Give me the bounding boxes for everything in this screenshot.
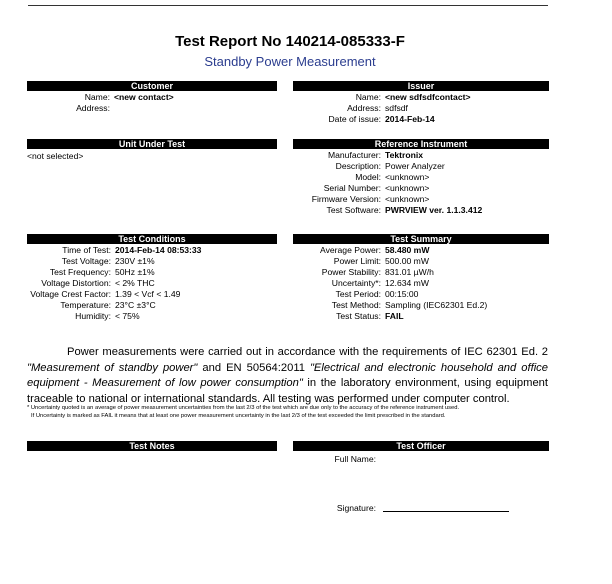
uncertainty-footnote	[27, 404, 552, 420]
reference-instrument-section	[293, 150, 549, 216]
field-row	[293, 103, 549, 114]
field-row	[293, 172, 549, 183]
field-row	[293, 300, 549, 311]
report-subtitle: Standby Power Measurement	[204, 54, 376, 69]
footnote-line1: * Uncertainty quoted is an average of power measurement uncertainties from the last 2/3 of the test which are due only to the accuracy of the reference instrument used.	[27, 405, 460, 411]
field-value: <unknown>	[385, 172, 430, 182]
field-value: < 75%	[115, 311, 140, 321]
field-value: 2014-Feb-14	[385, 114, 435, 124]
field-label: Uncertainty*:	[331, 278, 381, 288]
test-notes-header: Test Notes	[27, 441, 277, 451]
field-value: Tektronix	[385, 150, 424, 160]
field-label: Manufacturer:	[327, 150, 381, 160]
compliance-statement	[27, 345, 548, 407]
field-label: Firmware Version:	[311, 194, 381, 204]
field-row	[293, 183, 549, 194]
field-label: Voltage Crest Factor:	[30, 289, 111, 299]
test-summary-header: Test Summary	[293, 234, 549, 244]
test-conditions-section	[27, 245, 277, 322]
signature-line	[383, 511, 509, 512]
field-value: FAIL	[385, 311, 404, 321]
field-row	[293, 245, 549, 256]
field-value: < 2% THC	[115, 278, 155, 288]
field-row	[27, 289, 277, 300]
full-name-label: Full Name:	[334, 454, 376, 464]
field-row	[293, 114, 549, 125]
field-label: Humidity:	[75, 311, 111, 321]
field-row	[293, 267, 549, 278]
reference-instrument-header: Reference Instrument	[293, 139, 549, 149]
field-label: Test Voltage:	[61, 256, 111, 266]
field-label: Temperature:	[60, 300, 111, 310]
report-title: Test Report No 140214-085333-F	[175, 33, 405, 50]
field-label: Test Status:	[336, 311, 381, 321]
footnote-line2: If Uncertainty is marked as FAIL it means that at least one power measurement uncertainty in the last 2/3 of the test exceeded the limit prescribed in the standard.	[31, 413, 446, 419]
customer-header: Customer	[27, 81, 277, 91]
field-value: 58.480 mW	[385, 245, 430, 255]
field-value: <unknown>	[385, 194, 430, 204]
field-label: Address:	[76, 103, 110, 113]
field-row	[293, 205, 549, 216]
field-row	[293, 161, 549, 172]
field-value: sdfsdf	[385, 103, 408, 113]
field-value: <new sdfsdfcontact>	[385, 92, 471, 102]
field-row	[293, 311, 549, 322]
field-value: 831.01 µW/h	[385, 267, 434, 277]
field-value: 23°C ±3°C	[115, 300, 156, 310]
statement-part1: Power measurements were carried out in accordance with the requirements of IEC 62301 Ed. 2	[67, 346, 548, 358]
top-rule	[28, 5, 548, 6]
field-label: Test Method:	[331, 300, 381, 310]
field-row	[27, 92, 277, 103]
field-row	[27, 103, 277, 114]
field-row	[293, 194, 549, 205]
field-row	[27, 278, 277, 289]
field-row	[293, 278, 549, 289]
issuer-section	[293, 92, 549, 125]
field-label: Description:	[335, 161, 381, 171]
test-officer-header: Test Officer	[293, 441, 549, 451]
test-conditions-header: Test Conditions	[27, 234, 277, 244]
field-value: <new contact>	[114, 92, 174, 102]
customer-section	[27, 92, 277, 114]
field-label: Serial Number:	[323, 183, 381, 193]
field-row	[293, 92, 549, 103]
signature-label: Signature:	[336, 503, 376, 513]
field-label: Time of Test:	[62, 245, 111, 255]
statement-italic1: "Measurement of standby power"	[27, 361, 198, 374]
field-row	[27, 311, 277, 322]
field-value: 230V ±1%	[115, 256, 155, 266]
issuer-header: Issuer	[293, 81, 549, 91]
field-value: 1.39 < Vcf < 1.49	[115, 289, 181, 299]
field-label: Model:	[355, 172, 381, 182]
field-value	[114, 103, 277, 114]
unit-under-test-value: <not selected>	[27, 151, 84, 161]
field-label: Address:	[347, 103, 381, 113]
field-value: 12.634 mW	[385, 278, 429, 288]
field-label: Name:	[84, 92, 110, 102]
field-value: PWRVIEW ver. 1.1.3.412	[385, 205, 483, 215]
field-value: 2014-Feb-14 08:53:33	[115, 245, 202, 255]
field-value: <unknown>	[385, 183, 430, 193]
test-summary-section	[293, 245, 549, 322]
field-value: Power Analyzer	[385, 161, 445, 171]
field-row	[27, 245, 277, 256]
field-row	[293, 289, 549, 300]
field-row	[293, 150, 549, 161]
field-row	[27, 256, 277, 267]
field-label: Power Stability:	[321, 267, 381, 277]
unit-under-test-header: Unit Under Test	[27, 139, 277, 149]
statement-part3: in the laboratory environment, using equipment traceable to national or international standards. All testing was performed under computer control.	[27, 377, 548, 405]
field-row	[293, 256, 549, 267]
field-value: Sampling (IEC62301 Ed.2)	[385, 300, 488, 310]
field-value: 50Hz ±1%	[115, 267, 155, 277]
statement-part2: and EN 50564:2011	[197, 361, 310, 374]
statement-italic2: "Electrical and electronic household and office equipment - Measurement of low power consumption"	[27, 361, 548, 390]
field-label: Voltage Distortion:	[41, 278, 111, 288]
field-label: Power Limit:	[333, 256, 381, 266]
field-value: 00:15:00	[385, 289, 419, 299]
field-label: Average Power:	[320, 245, 381, 255]
field-label: Test Software:	[326, 205, 381, 215]
field-label: Name:	[355, 92, 381, 102]
field-label: Date of issue:	[328, 114, 381, 124]
field-label: Test Frequency:	[49, 267, 111, 277]
field-label: Test Period:	[335, 289, 381, 299]
field-row	[27, 300, 277, 311]
field-value: 500.00 mW	[385, 256, 429, 266]
field-row	[27, 267, 277, 278]
